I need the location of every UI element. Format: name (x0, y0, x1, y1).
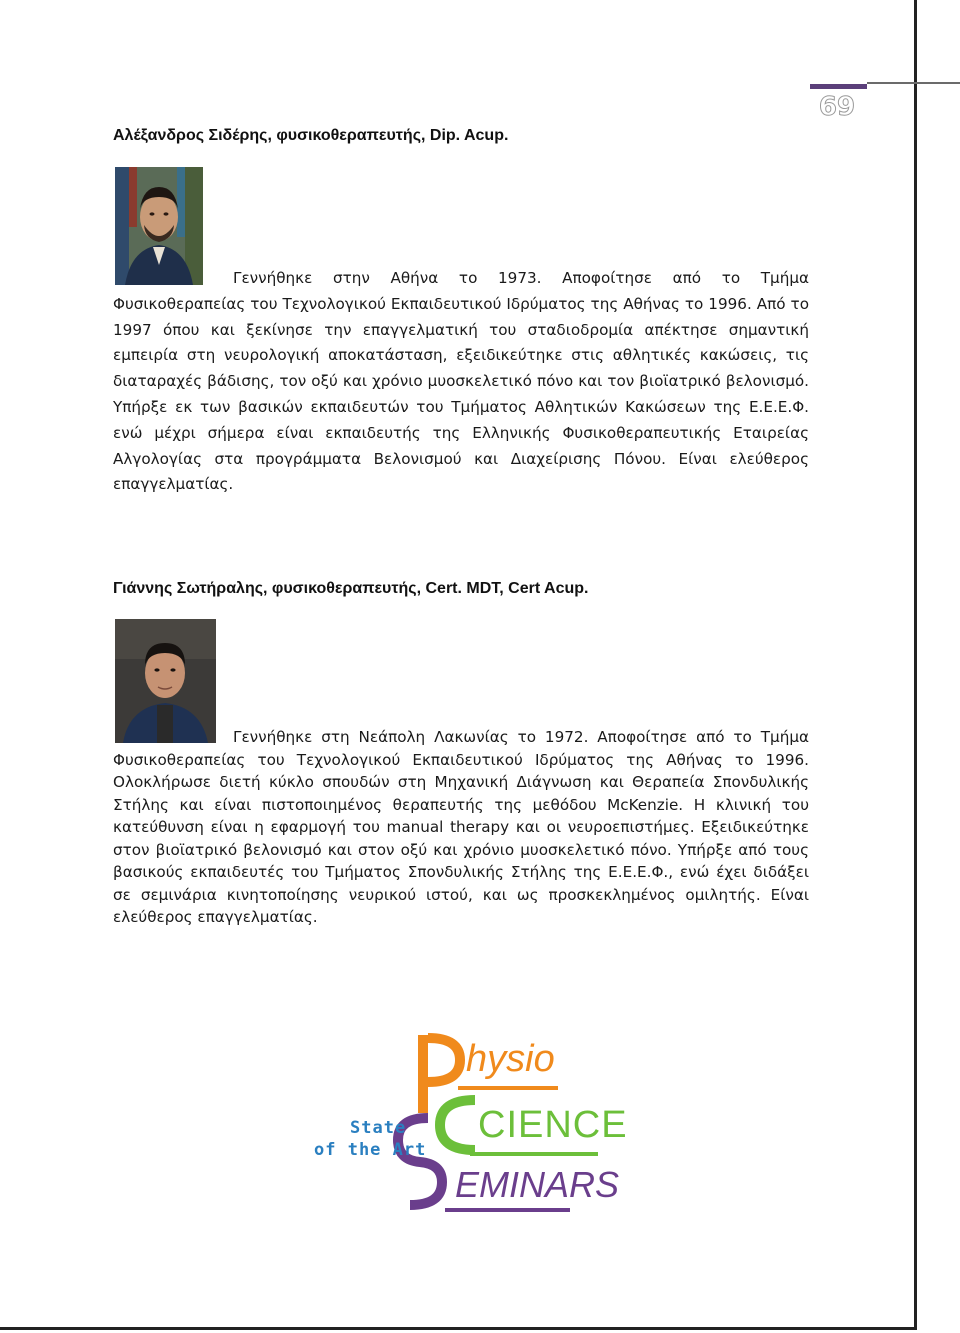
person-2-name: Γιάννης Σωτήραλης, φυσικοθεραπευτής, Cert. MDT, Cert Acup. (113, 580, 589, 597)
person-1-bio (113, 266, 809, 498)
person-1-bio-text: Γεννήθηκε στην Αθήνα το 1973. Αποφοίτησε από το Τμήμα Φυσικοθεραπείας του Τεχνολογικού Εκπαιδευτικού Ιδρύματος της Αθήνας το 1996. Από το 1997 όπου και ξεκίνησε την επαγγελματική του σταδιοδρομία απέκτησε σημαντική εμπειρία στη νευρολογική αποκατάσταση, εξειδικεύτηκε στις αθλητικές κακώσεις, τις διαταραχές βάδισης, τον οξύ και χρόνιο μυοσκελετικό πόνο και τον βιοϊατρικό βελονισμό. Υπήρξε εκ των βασικών εκπαιδευτών του Τμήματος Αθλητικών Κακώσεων της Ε.Ε.Ε.Φ. ενώ μέχρι σήμερα είναι εκπαιδευτής της Ελληνικής Φυσικοθεραπευτικής Εταιρείας Αλγολογίας στα προγράμματα Βελονισμού και Διαχείρισης Πόνου. Είναι ελεύθερος επαγγελματίας. (113, 269, 809, 494)
page-number: 69 (818, 92, 856, 122)
person-2-bio (113, 726, 809, 929)
page-number-rule (867, 82, 960, 84)
logo-eminars-text: EMINARS (455, 1164, 620, 1205)
logo-cience-text: CIENCE (478, 1104, 628, 1146)
person-2-photo (115, 619, 216, 743)
logo-of-the-art-text: of the Art (314, 1140, 427, 1160)
physio-science-seminars-logo (310, 1030, 628, 1215)
person-2-portrait-image (115, 619, 216, 743)
person-1-name: Αλέξανδρος Σιδέρης, φυσικοθεραπευτής, Dip. Acup. (113, 127, 509, 144)
logo-state-text: State (350, 1118, 407, 1138)
page-number-accent-bar (810, 84, 867, 89)
person-2-bio-text: Γεννήθηκε στη Νεάπολη Λακωνίας το 1972. Αποφοίτησε από το Τμήμα Φυσικοθεραπείας του Τεχνολογικού Εκπαιδευτικού Ιδρύματος της Αθήνας το 1996. Ολοκλήρωσε διετή κύκλο σπουδών στη Μηχανική Διάγνωση και Θεραπεία Σπονδυλικής Στήλης και είναι πιστοποιημένος θεραπευτής της μεθόδου McKenzie. Η κλινική του κατεύθυνση είναι η εφαρμογή του manual therapy και οι νευροεπιστήμες. Εξειδικεύτηκε στον βιοϊατρικό βελονισμό και στον οξύ και χρόνιο μυοσκελετικό πόνο. Υπήρξε από τους βασικούς εκπαιδευτές του Τμήματος Σπονδυλικής Στήλης της Ε.Ε.Ε.Φ., ενώ έχει διδάξει σε σεμινάρια κινητοποίησης νευρικού ιστού, και ως προσκεκλημένος ομιλητής. Είναι ελεύθερος επαγγελματίας. (113, 728, 809, 926)
logo-hysio-text: hysio (466, 1038, 555, 1080)
